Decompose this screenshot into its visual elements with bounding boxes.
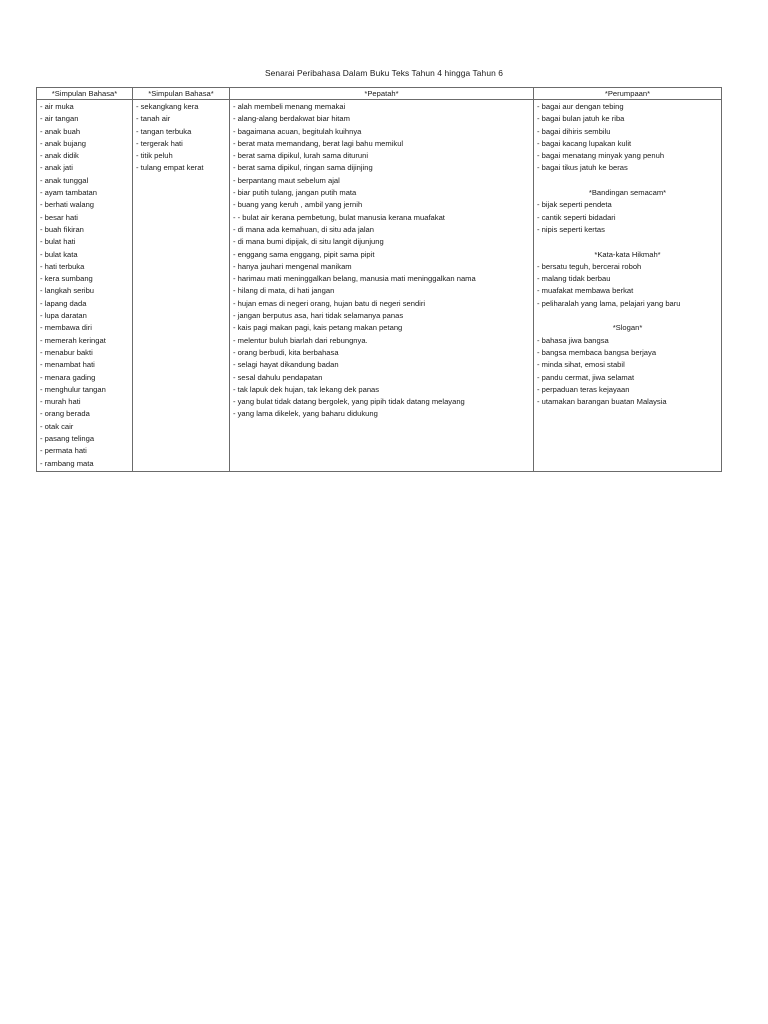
- list-item: - anak didik: [40, 151, 79, 161]
- bandingan-semacam-list: [537, 199, 718, 236]
- list-item: - besar hati: [40, 212, 78, 222]
- kata-kata-hikmah-heading: *Kata-kata Hikmah*: [594, 249, 661, 259]
- list-item: - tulang empat kerat: [136, 163, 204, 173]
- simpulan-bahasa-list-1: [40, 101, 129, 470]
- list-item: - berpantang maut sebelum ajal: [233, 175, 340, 185]
- list-item: - tangan terbuka: [136, 126, 192, 136]
- list-item: - bahasa jiwa bangsa: [537, 335, 609, 345]
- list-item: - yang lama dikelek, yang baharu didukung: [233, 409, 378, 419]
- list-item: - anak tunggal: [40, 175, 89, 185]
- list-item: - anak bujang: [40, 138, 87, 148]
- simpulan-bahasa-cell-1: [37, 100, 133, 472]
- list-item: - tergerak hati: [136, 138, 183, 148]
- list-item: - bangsa membaca bangsa berjaya: [537, 347, 657, 357]
- peribahasa-table: [36, 87, 722, 472]
- list-item: - bulat hati: [40, 237, 76, 247]
- list-item: - peliharalah yang lama, pelajari yang baru: [537, 298, 681, 308]
- list-item: - ayam tambatan: [40, 188, 97, 198]
- list-item: - murah hati: [40, 397, 81, 407]
- list-item: - di mana ada kemahuan, di situ ada jalan: [233, 224, 374, 234]
- list-item: - selagi hayat dikandung badan: [233, 360, 339, 370]
- list-item: - berat sama dipikul, ringan sama dijinjing: [233, 163, 373, 173]
- list-item: - - bulat air kerana pembetung, bulat manusia kerana muafakat: [233, 212, 445, 222]
- list-item: - air tangan: [40, 114, 79, 124]
- list-item: - tanah air: [136, 114, 171, 124]
- list-item: - lapang dada: [40, 298, 87, 308]
- list-item: - buang yang keruh , ambil yang jernih: [233, 200, 363, 210]
- list-item: - membawa diri: [40, 323, 92, 333]
- list-item: - enggang sama enggang, pipit sama pipit: [233, 249, 375, 259]
- list-item: - orang berada: [40, 409, 90, 419]
- list-item: - bagai kacang lupakan kulit: [537, 138, 632, 148]
- list-item: - berat mata memandang, berat lagi bahu memikul: [233, 138, 404, 148]
- list-item: - hilang di mata, di hati jangan: [233, 286, 335, 296]
- list-item: - anak jati: [40, 163, 73, 173]
- list-item: - alang-alang berdakwat biar hitam: [233, 114, 350, 124]
- perumpaan-list: [537, 101, 718, 175]
- bandingan-semacam-heading: *Bandingan semacam*: [588, 188, 667, 198]
- list-item: - hujan emas di negeri orang, hujan batu di negeri sendiri: [233, 298, 426, 308]
- list-item: - biar putih tulang, jangan putih mata: [233, 188, 357, 198]
- list-item: - minda sihat, emosi stabil: [537, 360, 625, 370]
- kata-kata-hikmah-list: [537, 261, 718, 310]
- list-item: - bagai dihiris sembilu: [537, 126, 611, 136]
- perumpaan-cell: [534, 100, 722, 472]
- list-item: - perpaduan teras kejayaan: [537, 384, 630, 394]
- list-item: - bagaimana acuan, begitulah kuihnya: [233, 126, 362, 136]
- list-item: - nipis seperti kertas: [537, 224, 605, 234]
- list-item: - sekangkang kera: [136, 102, 199, 111]
- simpulan-bahasa-cell-2: [133, 100, 230, 472]
- list-item: - menghulur tangan: [40, 384, 106, 394]
- header-perumpaan: *Perumpaan*: [534, 88, 722, 100]
- list-item: - tak lapuk dek hujan, tak lekang dek panas: [233, 384, 380, 394]
- list-item: - bagai menatang minyak yang penuh: [537, 151, 665, 161]
- simpulan-bahasa-list-2: [136, 101, 226, 175]
- list-item: - otak cair: [40, 421, 74, 431]
- list-item: - utamakan barangan buatan Malaysia: [537, 397, 667, 407]
- list-item: - hati terbuka: [40, 261, 85, 271]
- content-row: [37, 100, 722, 472]
- list-item: - titik peluh: [136, 151, 173, 161]
- list-item: - malang tidak berbau: [537, 274, 611, 284]
- list-item: - pasang telinga: [40, 434, 95, 444]
- list-item: - rambang mata: [40, 458, 94, 468]
- list-item: - kais pagi makan pagi, kais petang makan petang: [233, 323, 403, 333]
- list-item: - orang berbudi, kita berbahasa: [233, 347, 339, 357]
- list-item: - memerah keringat: [40, 335, 106, 345]
- list-item: - bagai aur dengan tebing: [537, 102, 624, 111]
- header-simpulan-bahasa-1: *Simpulan Bahasa*: [37, 88, 133, 100]
- list-item: - langkah seribu: [40, 286, 95, 296]
- pepatah-list: [233, 101, 530, 421]
- header-simpulan-bahasa-2: *Simpulan Bahasa*: [133, 88, 230, 100]
- list-item: - lupa daratan: [40, 311, 87, 321]
- list-item: - berat sama dipikul, lurah sama dituruni: [233, 151, 369, 161]
- list-item: - alah membeli menang memakai: [233, 102, 346, 111]
- list-item: - bijak seperti pendeta: [537, 200, 612, 210]
- list-item: - berhati walang: [40, 200, 95, 210]
- list-item: - cantik seperti bidadari: [537, 212, 616, 222]
- list-item: - bagai tikus jatuh ke beras: [537, 163, 628, 173]
- list-item: - bulat kata: [40, 249, 78, 259]
- list-item: - menambat hati: [40, 360, 95, 370]
- list-item: - sesal dahulu pendapatan: [233, 372, 323, 382]
- list-item: - permata hati: [40, 446, 87, 456]
- slogan-list: [537, 335, 718, 409]
- list-item: - jangan berputus asa, hari tidak selamanya panas: [233, 311, 404, 321]
- list-item: - yang bulat tidak datang bergolek, yang pipih tidak datang melayang: [233, 397, 465, 407]
- slogan-heading: *Slogan*: [612, 323, 643, 333]
- header-pepatah: *Pepatah*: [230, 88, 534, 100]
- list-item: - hanya jauhari mengenal manikam: [233, 261, 352, 271]
- list-item: - menara gading: [40, 372, 96, 382]
- list-item: - di mana bumi dipijak, di situ langit dijunjung: [233, 237, 384, 247]
- list-item: - melentur buluh biarlah dari rebungnya.: [233, 335, 368, 345]
- list-item: - anak buah: [40, 126, 81, 136]
- list-item: - muafakat membawa berkat: [537, 286, 634, 296]
- list-item: - menabur bakti: [40, 347, 93, 357]
- list-item: - harimau mati meninggalkan belang, manusia mati meninggalkan nama: [233, 274, 476, 284]
- pepatah-cell: [230, 100, 534, 472]
- list-item: - kera sumbang: [40, 274, 93, 284]
- header-row: [37, 88, 722, 100]
- list-item: - bersatu teguh, bercerai roboh: [537, 261, 642, 271]
- list-item: - buah fikiran: [40, 224, 84, 234]
- page-title: Senarai Peribahasa Dalam Buku Teks Tahun 4 hingga Tahun 6: [264, 68, 504, 78]
- list-item: - pandu cermat, jiwa selamat: [537, 372, 635, 382]
- list-item: - bagai bulan jatuh ke riba: [537, 114, 625, 124]
- list-item: - air muka: [40, 102, 74, 111]
